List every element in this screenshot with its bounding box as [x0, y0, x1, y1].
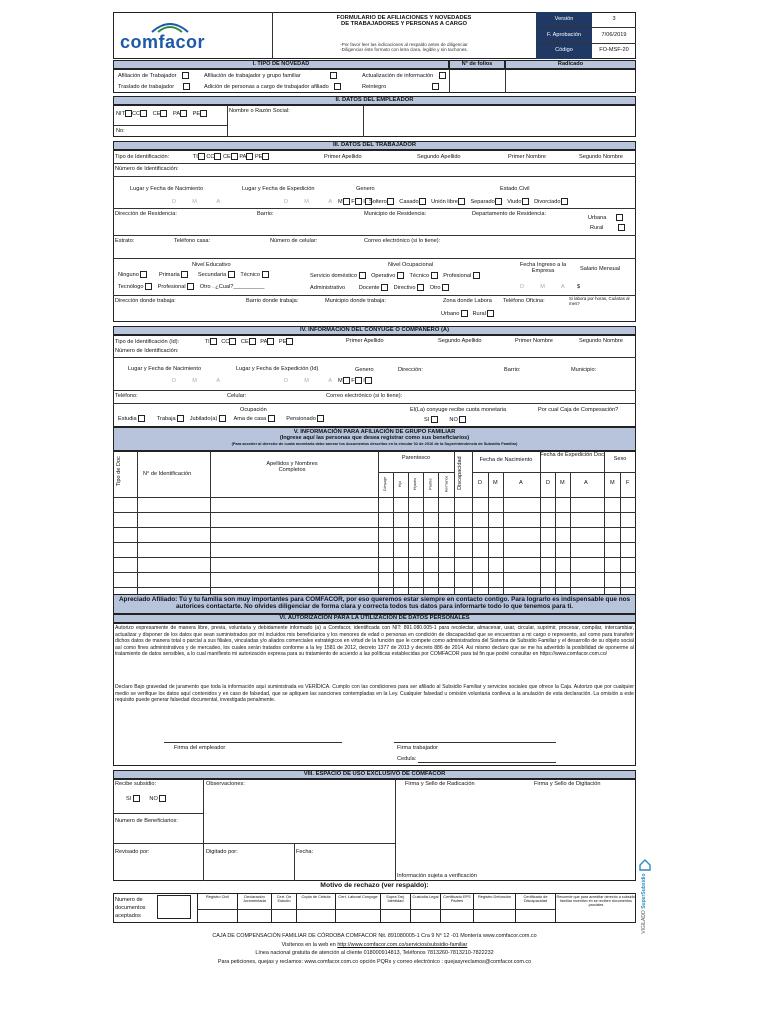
worker-gender-label: Genero: [356, 186, 375, 192]
worker-address-label: Dirección de Residencia:: [115, 211, 177, 217]
employer-name-label: Nombre o Razón Social:: [229, 108, 290, 114]
spouse-gender-label: Genero: [355, 367, 374, 373]
spouse-primer-nombre: Primer Nombre: [515, 338, 553, 344]
spouse-occupation-options[interactable]: Estudia Trabaja Jubilado(a) Ama de casa Pensionado: [118, 415, 324, 422]
supersubsidio-logo: [638, 858, 652, 934]
spouse-caja-label: Por cual Caja de Compesación?: [538, 407, 619, 413]
family-table-col-line: [604, 451, 605, 595]
radicado-label: Radicado: [505, 60, 636, 69]
section-4-title: IV. INFORMACIÓN DEL CÓNYUGE O COMPAÑERO (A): [113, 326, 636, 335]
version-value: 3: [612, 16, 616, 22]
novedad-actualizacion[interactable]: Actualización de información: [362, 72, 446, 79]
spouse-barrio-label: Barrio:: [504, 367, 521, 373]
family-table-col-line: [503, 472, 504, 595]
family-table-col-line: [555, 472, 556, 595]
parent-hermanos: Hermanos: [444, 475, 448, 493]
spouse-municipio-label: Municipio:: [571, 367, 597, 373]
section-8-title: VIII. ESPACIO DE USO EXCLUSIVO DE COMFACOR: [113, 770, 636, 779]
spouse-occupation-label: Ocupación: [240, 407, 267, 413]
supersubsidio-text: SuperSubsidio: [641, 873, 648, 909]
code-value: FO-MSF-20: [599, 47, 629, 53]
spouse-cuota-label: El(La) conyuge recibe cuota monetaria: [410, 407, 507, 413]
recibe-subsidio-options[interactable]: SI NO: [126, 795, 166, 802]
section-1-title: I. TIPO DE NOVEDAD: [113, 60, 449, 69]
reject-reason-cell[interactable]: Cert. Laboral Conyuge: [335, 893, 380, 923]
worker-expedition-label: Lugar y Fecha de Expedición: [242, 186, 315, 192]
approval-label: F. Aprobación: [547, 32, 581, 38]
worker-depto-label: Departamento de Residencia:: [472, 211, 547, 217]
footer-pqr: Para peticiones, quejas y reclamos: www.comfacor.com.co opción PQRs y correo electrónico : quejasyreclamos@comfacor.com.co: [217, 958, 532, 965]
reject-reason-cell[interactable]: Registro Civil: [197, 893, 237, 923]
family-table-row-line: [113, 542, 636, 543]
work-barrio-label: Barrio donde trabaja:: [246, 298, 299, 304]
footer: CAJA DE COMPENSACIÓN FAMILIAR DE CÓRDOBA COMFACOR Nit. 891080005-1 Cra 9 N° 12 -01 Montería www.comfacor.com.co Visítenos en la web en http://www.comfacor.com.co/servicios/subsidio-familiar Línea nacional gratuita de atención al cliente 018000914813, Teléfonos 7813260-7813210-7822232 Para peticiones, quejas y reclamos: www.comfacor.com.co opción PQRs y correo electrónico : quejasyreclamos@comfacor.com.co: [113, 932, 636, 967]
revisado-label: Revisado por:: [115, 849, 150, 855]
family-table-col-line: [454, 451, 455, 595]
footer-link[interactable]: http://www.comfacor.com.co/servicios/subsidio-familiar: [337, 941, 468, 948]
family-table-col-line: [137, 451, 138, 595]
section-5-header: V. INFORMACIÓN PARA AFILIACIÓN DE GRUPO FAMILIAR (Ingrese aquí las personas que desea registrar como sus beneficiarios) (Para acceder al derecho de cuota monetaria debe anexar los documentos descritos en la circular 02 de 2016 de la Superintendencia de Subsidio Familiar): [113, 427, 636, 451]
reject-reason-cell[interactable]: Registro Defunción: [473, 893, 515, 923]
reject-reason-divider: [271, 909, 296, 910]
hours-label: Si labora por horas, Cuántas al mes?: [569, 296, 630, 306]
col-num-id: N° de Identificación: [143, 471, 192, 477]
office-phone-label: Teléfono Oficina:: [503, 298, 545, 304]
work-zone-options[interactable]: Urbano Rural: [441, 310, 494, 317]
reject-reason-cell[interactable]: Certificado de Discapacidad: [515, 893, 555, 923]
reject-reason-divider: [440, 909, 473, 910]
spouse-segundo-nombre: Segundo Nombre: [579, 338, 623, 344]
version-label: Versión: [554, 16, 574, 22]
brand-logo: [120, 30, 270, 56]
reject-reason-cell[interactable]: Supra Tarj. Identidad: [380, 893, 410, 923]
spouse-primer-apellido: Primer Apellido: [346, 338, 384, 344]
family-table-col-line: [620, 472, 621, 595]
worker-signature-label: Firma trabajador: [397, 745, 439, 751]
employer-number-label: No:: [116, 128, 125, 134]
spouse-birth-label: Lugar y Fecha de Nacimiento: [128, 366, 202, 372]
worker-segundo-nombre: Segundo Nombre: [579, 154, 623, 160]
reject-reason-cell[interactable]: Cert. De Estudio: [271, 893, 296, 923]
worker-primer-nombre: Primer Nombre: [508, 154, 546, 160]
spouse-id-number-label: Número de Identificación:: [115, 348, 179, 354]
reject-reason-divider: [197, 909, 237, 910]
worker-cell-label: Número de celular:: [270, 238, 318, 244]
spouse-expedition-label: Lugar y Fecha de Expedición (Id): [236, 366, 319, 372]
col-parentesco: Parentesco: [401, 455, 431, 461]
sello-digitacion-label: Firma y Sello de Digitación: [534, 781, 601, 787]
spouse-cuota-options[interactable]: SI NO: [424, 416, 466, 423]
worker-estrato-label: Estrato:: [115, 238, 135, 244]
parent-padres: Padres: [428, 478, 433, 490]
novedad-afiliacion-trabajador[interactable]: Afiliación de Trabajador: [118, 72, 189, 79]
digitado-label: Digitado por:: [206, 849, 238, 855]
spouse-cell-label: Celular:: [227, 393, 247, 399]
reject-reason-divider: [473, 909, 515, 910]
reject-reason-divider: [380, 909, 410, 910]
worker-civil-options[interactable]: Soltero Casado Unión libre Separado Viudo Divorciado: [369, 198, 568, 205]
novedad-reintegro[interactable]: Reintegro: [362, 83, 439, 90]
form-instructions: -Por favor leer las indicaciones al respaldo antes de diligenciar -Diligenciar éste formato con letra clara, legible y sin tachones.: [340, 42, 468, 53]
work-zone-label: Zona donde Labora: [443, 298, 492, 304]
occ-options-2[interactable]: Administrativo Docente Directivo Otro: [310, 284, 449, 291]
section-3-title: III. DATOS DEL TRABAJADOR: [113, 141, 636, 150]
worker-municipio-label: Municipio de Residencia:: [364, 211, 427, 217]
salary-currency: $: [577, 284, 581, 290]
authorization-text: Autorizo expresamente de manera libre, previa, voluntaria y debidamente informado (a) a Comfacor, identificada con NIT: 891.080.005-1 para recolectar, almacenar, usar, circular, suprimir, procesar, compilar, intercambiar, actualizar y disponer de los datos que sean suministrados por mí incluidos mis beneficiarios y los menores de edad o personas en condición de discapacidad que se encuentran a mi cargo o represento, así como para transferir dichos datos de manera total o parcial a sus filiales, vinculadas y/o aliados comerciales estratégicos en virtud de la función que le compete como administradora del Sistema de Subsidio Familiar y el desarrollo de su objeto social así como fines administrativos y de mercadeo, los cuales serán tratados conforme a la ley 1581 de 2012, decreto 1377 de 2013 y decreto 886 de 2014. Así mismo declaro que se me ha advertido la posibilidad de oponerme al tratamiento de datos sensibles, a lo cual manifiesto mi autorización expresa para su tratamiento de acuerdo a las políticas establecidas por COMFACOR para tal fin que podré consultar en https://www.comfacor.com.co/: [115, 625, 634, 658]
worker-id-type[interactable]: Tipo de Identificación: TI CC CE PA PE: [115, 153, 269, 160]
col-tipo-doc: Tipo de Doc: [115, 456, 122, 487]
work-address-label: Dirección donde trabaja:: [115, 298, 176, 304]
col-fecha-exp: Fecha de Expedición Doc: [540, 452, 604, 458]
employer-signature-label: Firma del empleador: [174, 745, 226, 751]
worker-civil-label: Estado Civil: [500, 186, 530, 192]
family-table-col-line: [540, 451, 541, 595]
section-6-title: VI. AUTORIZACIÓN PARA LA UTILIZACIÓN DE DATOS PERSONALES: [113, 614, 636, 623]
parent-conyuge: Cónyuge: [383, 476, 388, 492]
zone-urbana[interactable]: Urbana: [588, 214, 623, 221]
family-table-row-line: [472, 472, 636, 473]
family-table-col-line: [570, 472, 571, 595]
edu-options-2[interactable]: Tecnólogo Profesional Otro . ¿Cual?__________: [118, 283, 265, 290]
zone-rural[interactable]: Rural: [590, 224, 625, 231]
spouse-email-label: Correo electrónico (si lo tiene):: [326, 393, 403, 399]
family-table-col-line: [472, 451, 473, 595]
employer-id-type[interactable]: NIT CC CE PA PE: [116, 110, 207, 117]
salary-label: Salario Mensual: [580, 266, 621, 272]
footer-phone: Línea nacional gratuita de atención al cliente 018000914813, Teléfonos 7813260-7813210-7822232: [255, 950, 494, 957]
brand-name: comfacor: [120, 32, 206, 52]
reject-reason-cell[interactable]: Recuerde que para acreditar derecho a subsidio familiar incentivo en se reciben documentos parciales: [555, 893, 636, 923]
worker-email-label: Correo electrónico (si lo tiene):: [364, 238, 441, 244]
col-discapacidad: Discapacidad: [456, 456, 463, 490]
family-table-row-line: [113, 572, 636, 573]
col-nombres: Apellidos y Nombres Completos: [266, 461, 318, 474]
worker-id-number-label: Número de Identificación:: [115, 166, 179, 172]
family-table-row-line: [113, 512, 636, 513]
work-municipio-label: Municipio donde trabaja:: [325, 298, 386, 304]
worker-barrio-label: Barrio:: [257, 211, 274, 217]
edu-options-1[interactable]: Ninguno Primaria Secundaria Técnico: [118, 271, 269, 278]
folios-label: N° de folios: [449, 60, 505, 69]
fecha-label: Fecha:: [296, 849, 314, 855]
parent-hijo: Hijo: [398, 480, 403, 488]
reject-reason-divider: [410, 909, 440, 910]
col-sexo: Sexo: [613, 456, 627, 462]
reject-reason-cell[interactable]: Declaración Juramentada: [237, 893, 271, 923]
reject-reason-cell[interactable]: Copia de Cédula: [296, 893, 335, 923]
spouse-gender-options[interactable]: M F: [338, 377, 372, 384]
num-docs-label: Numero de documentos aceptados: [115, 897, 146, 919]
reject-reason-divider: [515, 909, 555, 910]
reject-reason-cell[interactable]: Custodia Legal: [410, 893, 440, 923]
novedad-traslado[interactable]: Traslado de trabajador: [118, 83, 190, 90]
sello-radicacion-label: Firma y Sello de Radicación: [405, 781, 475, 787]
vigilado-text: VIGILADO: [641, 910, 648, 934]
edu-level-label: Nivel Educativo: [192, 262, 231, 268]
code-label: Código: [555, 47, 573, 53]
num-beneficiarios-label: Numero de Beneficiarios:: [115, 818, 178, 824]
section-2-title: II. DATOS DEL EMPLEADOR: [113, 96, 636, 105]
family-table-row-line: [113, 557, 636, 558]
novedad-adicion[interactable]: Adición de personas a cargo de trabajador afiliado: [204, 83, 341, 90]
form-title: FORMULARIO DE AFILIACIONES Y NOVEDADES DE TRABAJADORES Y PERSONAS A CARGO: [336, 15, 472, 28]
recibe-subsidio-label: Recibe subsidio:: [115, 781, 157, 787]
footer-address: CAJA DE COMPENSACIÓN FAMILIAR DE CÓRDOBA COMFACOR Nit. 891080005-1 Cra 9 N° 12 -01 Montería www.comfacor.com.co: [212, 933, 537, 939]
col-fecha-nac: Fecha de Nacimiento: [479, 457, 533, 463]
worker-cedula-label: Cedula:: [397, 756, 417, 762]
version-table: [536, 12, 636, 59]
spouse-id-type[interactable]: Tipo de Identificación (Id): TI CC CE PA PE: [115, 338, 293, 345]
spouse-segundo-apellido: Segundo Apellido: [438, 338, 482, 344]
approval-value: 7/06/2019: [601, 32, 627, 38]
reject-reason-divider: [237, 909, 271, 910]
reject-reason-divider: [335, 909, 380, 910]
parent-hijastro: Hijastro: [413, 477, 418, 491]
hire-date-label: Fecha Ingreso a la Empresa: [519, 262, 567, 275]
family-table-row-line: [113, 587, 636, 588]
appeal-message: Apreciado Afiliado: Tú y tu familia son muy importantes para COMFACOR, por eso queremos estar siempre en contacto contigo. Para lograrlo es indispensable que nos autorices contactarte. No olvides diligenciar de forma clara y correcta todos tus datos para informarte todo lo que tenemos para ti.: [113, 594, 636, 614]
reject-reason-cell[interactable]: Certificado EPS Padres: [440, 893, 473, 923]
spouse-address-label: Dirección:: [398, 367, 423, 373]
motivo-rechazo-label: Motivo de rechazo (ver respaldo):: [320, 882, 429, 889]
spouse-phone-label: Teléfono:: [115, 393, 138, 399]
worker-phone-label: Teléfono casa:: [174, 238, 211, 244]
family-table-row-line: [113, 527, 636, 528]
family-table-col-line: [210, 451, 211, 595]
num-docs-box[interactable]: [157, 895, 191, 919]
family-table-row-line: [113, 497, 636, 498]
occ-options-1[interactable]: Servicio doméstico Operativo Técnico Profesional: [310, 272, 480, 279]
info-sujeta-label: Información sujeta a verificación: [397, 873, 477, 879]
family-table-col-line: [488, 472, 489, 595]
observaciones-label: Observaciones:: [206, 781, 245, 787]
declaration-text: Declaro Bajo gravedad de juramento que toda la información aquí suministrada es VERÍDICA. Cumplo con las condiciones para ser afiliado al Subsidio Familiar y servicios sociales que ofrece la Caja. Autorizo que por cualquier medio se verifique los datos aquí contenidos y en caso de falsedad, que se apliquen las sanciones contempladas en la Ley. Cualquier falsedad u omisión voluntaria conlleva a la anulación de esta declaración. La omisión a este requisito puede generar falsedad documental, investigada penalmente.: [115, 684, 634, 704]
occ-level-label: Nivel Ocupacional: [388, 262, 434, 268]
worker-segundo-apellido: Segundo Apellido: [417, 154, 461, 160]
worker-gender-options[interactable]: M F: [338, 198, 372, 205]
worker-primer-apellido: Primer Apellido: [324, 154, 362, 160]
novedad-afiliacion-grupo[interactable]: Afiliación de trabajador y grupo familiar: [204, 72, 337, 79]
worker-birth-label: Lugar y Fecha de Nacimiento: [130, 186, 204, 192]
reject-reason-divider: [296, 909, 335, 910]
